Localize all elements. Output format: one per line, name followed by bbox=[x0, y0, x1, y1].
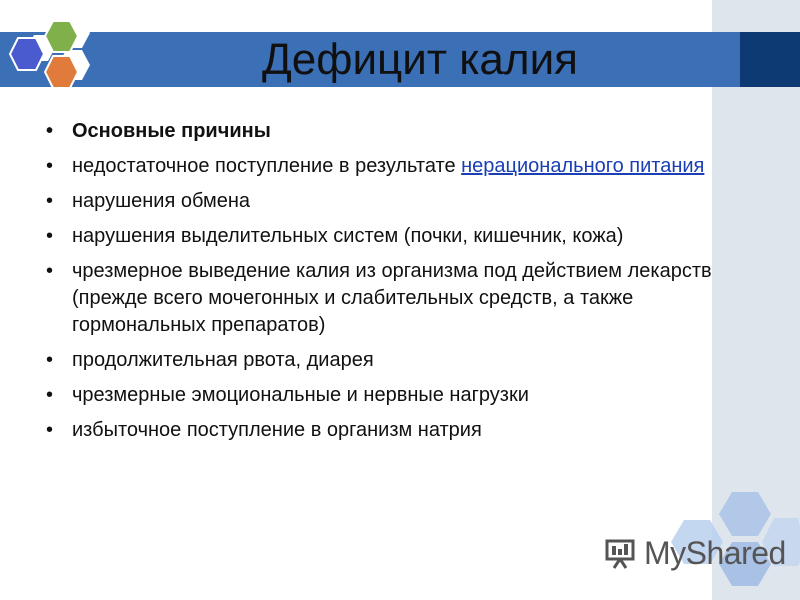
list-item-text: нарушения выделительных систем (почки, кишечник, кожа) bbox=[72, 225, 624, 247]
list-item bbox=[46, 382, 761, 409]
list-item bbox=[46, 188, 761, 215]
bullet-icon: • bbox=[46, 225, 54, 247]
bullet-icon: • bbox=[46, 419, 54, 441]
bullet-list bbox=[46, 118, 761, 452]
list-item bbox=[46, 347, 761, 374]
bullet-icon: • bbox=[46, 384, 54, 406]
list-item bbox=[46, 118, 761, 145]
bullet-icon: • bbox=[46, 190, 54, 212]
list-item-text: нарушения обмена bbox=[72, 190, 251, 212]
list-item bbox=[46, 223, 761, 250]
watermark bbox=[604, 533, 786, 573]
slide-title: Дефицит калия bbox=[262, 35, 578, 84]
list-item-text: Основные причины bbox=[72, 120, 271, 142]
bullet-icon: • bbox=[46, 260, 54, 282]
list-item-text: недостаточное поступление в результате bbox=[72, 155, 462, 177]
bullet-icon: • bbox=[46, 120, 54, 142]
list-item-text: чрезмерные эмоциональные и нервные нагрузки bbox=[72, 384, 529, 406]
bullet-icon: • bbox=[46, 349, 54, 371]
link-nutrition[interactable]: нерационального питания bbox=[461, 155, 705, 177]
title-bar-accent bbox=[740, 32, 800, 87]
list-item bbox=[46, 153, 761, 180]
list-item-text: чрезмерное выведение калия из организма под действием лекарств (прежде всего мочегонных и слабительных средств, а также гормональных препаратов) bbox=[72, 260, 712, 336]
list-item bbox=[46, 258, 761, 339]
list-item bbox=[46, 417, 761, 444]
bullet-icon: • bbox=[46, 155, 54, 177]
watermark-text: MyShared bbox=[644, 534, 786, 571]
hexagon-logo-icon bbox=[8, 18, 98, 98]
presentation-screen-icon bbox=[604, 536, 638, 570]
list-item-text: продолжительная рвота, диарея bbox=[72, 349, 374, 371]
list-item-text: избыточное поступление в организм натрия bbox=[72, 419, 482, 441]
